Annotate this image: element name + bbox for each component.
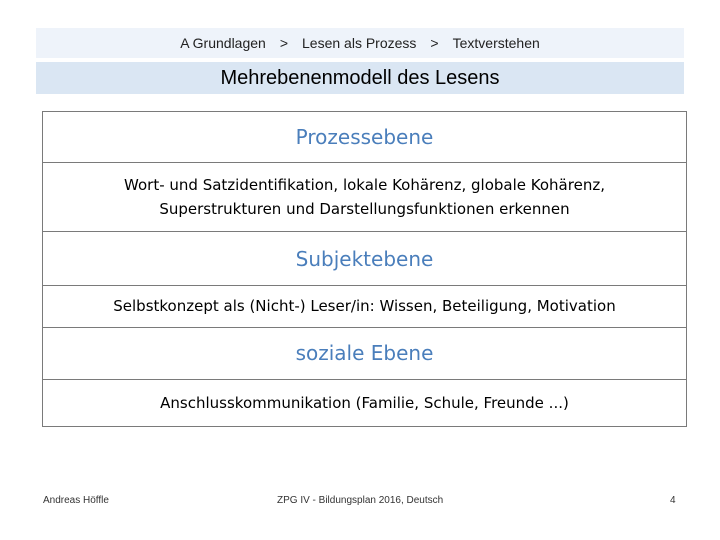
- level-title-subjektebene: Subjektebene: [295, 246, 434, 271]
- level-description-row: [43, 163, 686, 233]
- description-line: Anschlusskommunikation (Familie, Schule, Freunde ...): [160, 394, 569, 413]
- breadcrumb-separator: >: [430, 35, 439, 51]
- level-title-row: [43, 232, 686, 286]
- level-title-prozessebene: Prozessebene: [295, 124, 434, 149]
- breadcrumb-separator: >: [279, 35, 289, 51]
- description-line: Selbstkonzept als (Nicht-) Leser/in: Wissen, Beteiligung, Motivation: [113, 297, 616, 316]
- footer-course-info: ZPG IV - Bildungsplan 2016, Deutsch: [277, 495, 444, 506]
- footer-author: Andreas Höffle: [43, 495, 109, 506]
- level-description-soziale-ebene: [160, 391, 569, 415]
- level-title-row: [43, 112, 686, 163]
- description-line: Wort- und Satzidentifikation, lokale Kohärenz, globale Kohärenz,: [124, 175, 605, 194]
- description-line: Superstrukturen und Darstellungsfunktionen erkennen: [159, 199, 570, 218]
- model-table: [42, 111, 687, 427]
- page-number: 4: [670, 495, 676, 506]
- slide-title: Mehrebenenmodell des Lesens: [220, 66, 500, 89]
- level-description-prozessebene: [124, 173, 605, 221]
- level-title-soziale-ebene: soziale Ebene: [295, 341, 434, 366]
- level-description-subjektebene: [113, 294, 615, 318]
- level-description-row: [43, 380, 686, 426]
- level-title-row: [43, 328, 686, 381]
- slide-title-bar: [36, 62, 684, 94]
- breadcrumb-item-grundlagen[interactable]: A Grundlagen: [180, 35, 266, 51]
- level-description-row: [43, 286, 686, 328]
- breadcrumb-item-textverstehen[interactable]: Textverstehen: [452, 35, 540, 51]
- breadcrumb: [36, 28, 684, 58]
- breadcrumb-item-lesen-als-prozess[interactable]: Lesen als Prozess: [302, 35, 417, 51]
